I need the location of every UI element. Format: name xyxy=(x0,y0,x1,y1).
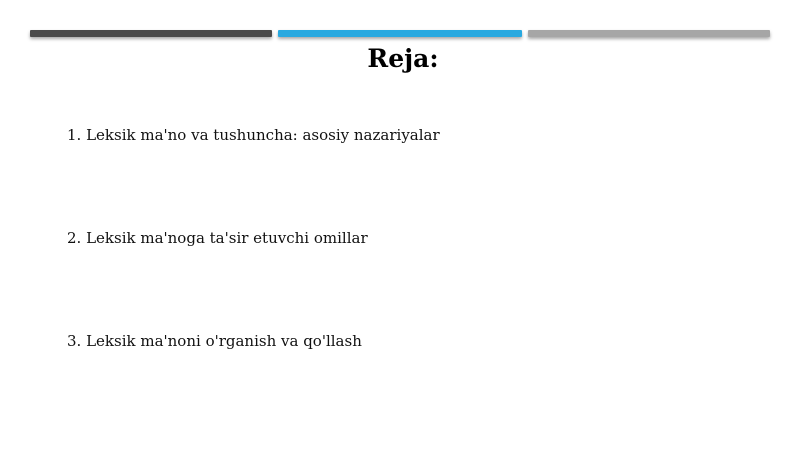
header-bar-blue xyxy=(278,30,522,37)
slide-title: Reja: xyxy=(367,44,439,73)
agenda-item: 3. Leksik ma'noni o'rganish va qo'llash xyxy=(67,332,362,350)
header-bar-gray xyxy=(528,30,770,37)
agenda-item: 2. Leksik ma'noga ta'sir etuvchi omillar xyxy=(67,229,368,247)
agenda-item: 1. Leksik ma'no va tushuncha: asosiy nazariyalar xyxy=(67,126,440,144)
header-bar-dark xyxy=(30,30,272,37)
decorative-header-bars xyxy=(30,30,770,38)
